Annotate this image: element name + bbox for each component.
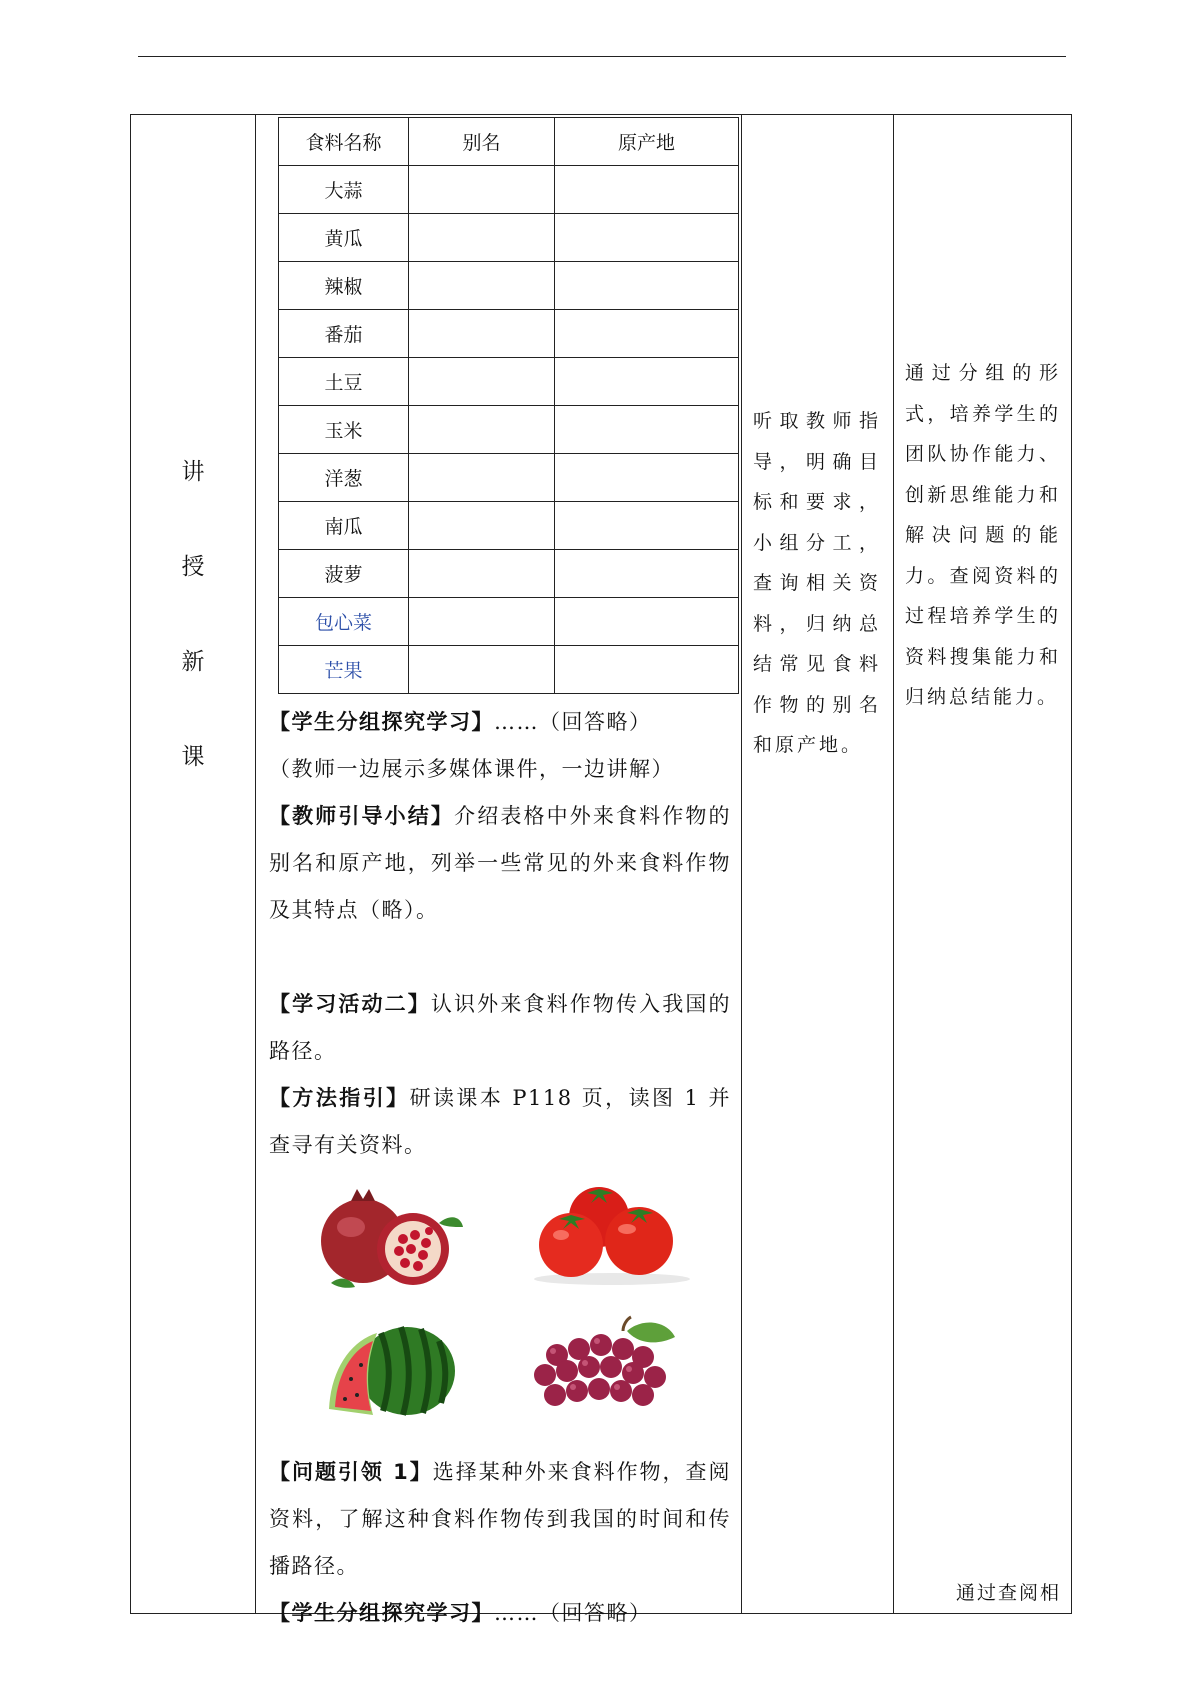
crop-name: 芒果 <box>279 646 409 694</box>
crop-name: 南瓜 <box>279 502 409 550</box>
student-activity: 听取教师指导，明确目标和要求，小组分工，查询相关资料，归纳总结常见食料作物的别名和原产地。 <box>753 410 881 756</box>
food-crop-table <box>278 117 739 694</box>
paragraph-text: 认识外来食料作物传入我国的路径。 <box>269 992 731 1063</box>
crop-name: 大蒜 <box>279 166 409 214</box>
table-row <box>279 310 739 358</box>
origin-cell[interactable] <box>555 262 739 310</box>
crop-name: 包心菜 <box>279 598 409 646</box>
table-row <box>279 550 739 598</box>
header-rule <box>138 56 1066 57</box>
alias-cell[interactable] <box>409 502 555 550</box>
crop-name: 玉米 <box>279 406 409 454</box>
origin-cell[interactable] <box>555 598 739 646</box>
alias-cell[interactable] <box>409 406 555 454</box>
table-row <box>279 646 739 694</box>
table-header: 别名 <box>409 118 555 166</box>
crop-name: 土豆 <box>279 358 409 406</box>
alias-cell[interactable] <box>409 166 555 214</box>
origin-cell[interactable] <box>555 406 739 454</box>
origin-cell[interactable] <box>555 454 739 502</box>
lesson-plan-table <box>130 114 1072 1625</box>
section-label: 【学生分组探究学习】 <box>269 1601 494 1625</box>
alias-cell[interactable] <box>409 358 555 406</box>
paragraph-text: （教师一边展示多媒体课件，一边讲解） <box>269 757 674 781</box>
crop-name: 辣椒 <box>279 262 409 310</box>
stage-char: 课 <box>181 744 205 770</box>
table-header: 食料名称 <box>279 118 409 166</box>
origin-cell[interactable] <box>555 214 739 262</box>
paragraph <box>269 746 731 793</box>
tomato-image <box>527 1177 697 1287</box>
alias-cell[interactable] <box>409 214 555 262</box>
table-row <box>279 262 739 310</box>
alias-cell[interactable] <box>409 310 555 358</box>
column-divider <box>255 115 256 1613</box>
crop-name: 洋葱 <box>279 454 409 502</box>
stage-char: 讲 <box>181 459 205 485</box>
design-intent-continued: 通过查阅相 <box>955 1582 1061 1604</box>
alias-cell[interactable] <box>409 598 555 646</box>
alias-cell[interactable] <box>409 262 555 310</box>
paragraph-text: ……（回答略） <box>494 710 652 734</box>
table-header: 原产地 <box>555 118 739 166</box>
table-row <box>279 166 739 214</box>
stage-char: 新 <box>181 649 205 675</box>
origin-cell[interactable] <box>555 310 739 358</box>
crop-name: 菠萝 <box>279 550 409 598</box>
paragraph-text: 介绍表格中外来食料作物的别名和原产地，列举一些常见的外来食料作物及其特点（略）。 <box>269 804 732 922</box>
grapes-image <box>527 1315 687 1419</box>
paragraph-text: 选择某种外来食料作物，查阅资料，了解这种食料作物传到我国的时间和传播路径。 <box>269 1460 731 1578</box>
table-row <box>279 214 739 262</box>
origin-cell[interactable] <box>555 502 739 550</box>
column-divider <box>741 115 742 1613</box>
paragraph <box>269 1590 731 1637</box>
stage-char: 授 <box>181 554 205 580</box>
fruit-images <box>269 1169 731 1449</box>
table-row <box>279 454 739 502</box>
table-row <box>279 598 739 646</box>
paragraph <box>269 1449 731 1590</box>
table-row <box>279 358 739 406</box>
pomegranate-image <box>311 1183 471 1293</box>
paragraph-text: 研读课本 P118 页，读图 1 并查寻有关资料。 <box>269 1086 731 1157</box>
origin-cell[interactable] <box>555 358 739 406</box>
section-label: 【学生分组探究学习】 <box>269 710 494 734</box>
watermelon-image <box>321 1319 461 1419</box>
section-label: 【问题引领 1】 <box>269 1460 433 1484</box>
alias-cell[interactable] <box>409 550 555 598</box>
origin-cell[interactable] <box>555 166 739 214</box>
origin-cell[interactable] <box>555 646 739 694</box>
design-intent: 通过分组的形式，培养学生的团队协作能力、创新思维能力和解决问题的能力。查阅资料的过程培养学生的资料搜集能力和归纳总结能力。 <box>905 362 1061 708</box>
origin-cell[interactable] <box>555 550 739 598</box>
paragraph <box>269 981 731 1075</box>
teaching-content <box>269 699 731 1637</box>
table-header-row <box>279 118 739 166</box>
table-row <box>279 502 739 550</box>
section-label: 【学习活动二】 <box>269 992 431 1016</box>
table-row <box>279 406 739 454</box>
paragraph <box>269 793 731 934</box>
section-label: 【方法指引】 <box>269 1086 410 1110</box>
alias-cell[interactable] <box>409 646 555 694</box>
crop-name: 黄瓜 <box>279 214 409 262</box>
paragraph <box>269 699 731 746</box>
column-divider <box>893 115 894 1613</box>
paragraph-text: ……（回答略） <box>494 1601 652 1625</box>
crop-name: 番茄 <box>279 310 409 358</box>
paragraph <box>269 1075 731 1169</box>
stage-column <box>131 115 255 1613</box>
section-label: 【教师引导小结】 <box>269 804 455 828</box>
alias-cell[interactable] <box>409 454 555 502</box>
